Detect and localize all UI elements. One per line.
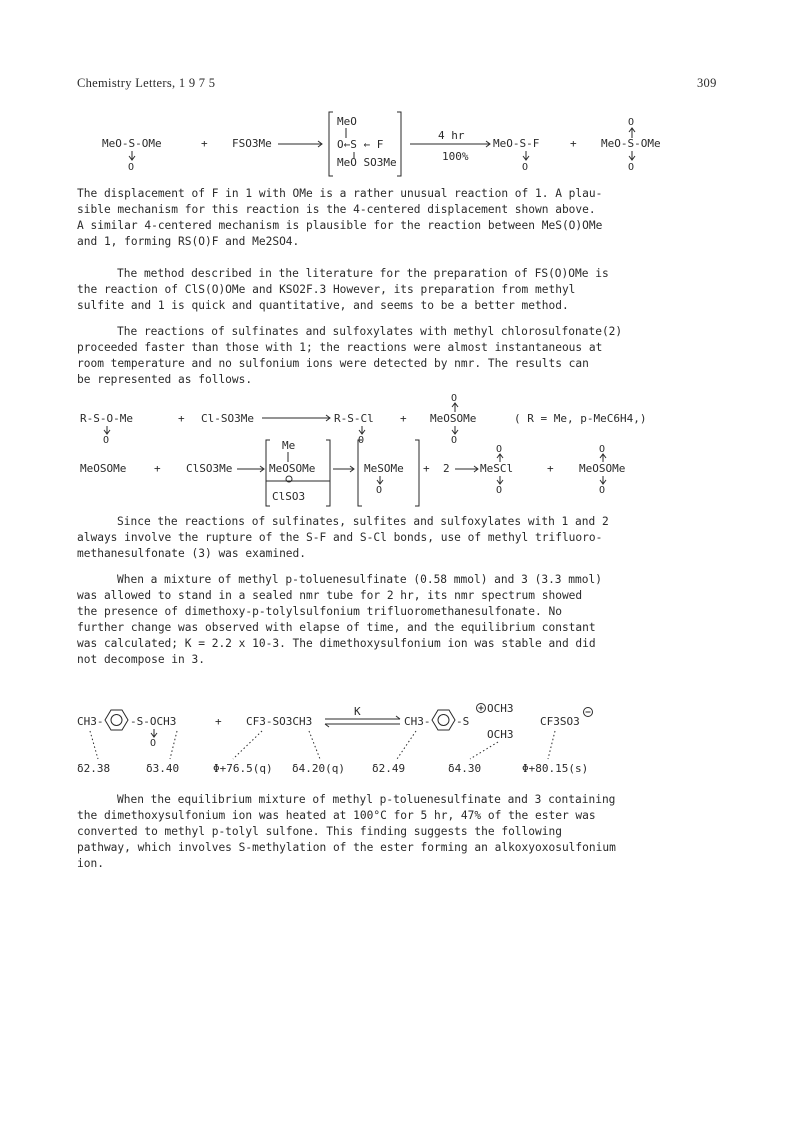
s2-plus-1: + — [178, 412, 185, 425]
s3-plus: + — [215, 715, 222, 728]
svg-text:O: O — [496, 485, 503, 496]
p1-line-1: The displacement of F in 1 with OMe is a rather unusual reaction of 1. A plau- — [77, 187, 603, 200]
s3-triflate-anion: CF3SO3 — [540, 715, 580, 728]
s1-product-2: MeO-S-OMe — [601, 137, 661, 150]
svg-text:O: O — [376, 485, 383, 496]
p4-line-2: always involve the rupture of the S-F and S-Cl bonds, use of methyl trifluoro- — [77, 531, 603, 545]
s3-methoxy-top: OCH3 — [487, 702, 514, 715]
s2-plus-3: + — [154, 462, 161, 475]
p1-line-3: A similar 4-centered mechanism is plausible for the reaction between MeS(O)OMe — [77, 219, 603, 233]
s2-sulfoxylate: MeOSOMe — [80, 462, 127, 475]
s3-shift-1: δ2.38 — [77, 762, 111, 775]
paragraph-6 — [77, 792, 717, 872]
p3-line-1: The reactions of sulfinates and sulfoxylates with methyl chlorosulfonate(2) — [117, 325, 623, 338]
s3-shift-3: Φ+76.5(q) — [213, 762, 273, 775]
s3-right-methyl: CH3- — [404, 715, 431, 728]
p2-line-1: The method described in the literature for the preparation of FS(O)OMe is — [117, 267, 609, 280]
s3-methyl-triflate: CF3-SO3CH3 — [246, 715, 313, 728]
s1-condition-time: 4 hr — [438, 129, 465, 142]
s2-plus-2: + — [400, 412, 407, 425]
s3-left-methyl: CH3- — [77, 715, 104, 728]
svg-text:O: O — [103, 435, 110, 446]
s1-product-1: MeO-S-F — [493, 137, 540, 150]
s2-plus-5: + — [547, 462, 554, 475]
p6-line-4: pathway, which involves S-methylation of the ester forming an alkoxyoxosulfonium — [77, 841, 616, 855]
s1-reactant: MeO-S-OMe — [102, 137, 162, 150]
scheme-2 — [0, 392, 793, 512]
p2-line-3: sulfite and 1 is quick and quantitative, and seems to be a better method. — [77, 299, 569, 313]
s1-ts-mid: O←S ← F — [337, 138, 384, 151]
p4-line-3: methanesulfonate (3) was examined. — [77, 547, 307, 561]
svg-text:O: O — [628, 117, 635, 128]
s2-chlorosulfonate: Cl-SO3Me — [201, 412, 254, 425]
s3-shift-6: δ4.30 — [448, 762, 482, 775]
s1-plus-1: + — [201, 137, 208, 150]
svg-text:O: O — [128, 162, 135, 173]
s3-shift-2: δ3.40 — [146, 762, 180, 775]
paragraph-2 — [77, 266, 717, 314]
s3-methoxy-bottom: OCH3 — [487, 728, 514, 741]
s2-reagent-2: ClSO3Me — [186, 462, 233, 475]
s1-condition-yield: 100% — [442, 150, 469, 163]
paragraph-5 — [77, 572, 717, 669]
s2-int1-top: Me — [282, 439, 296, 452]
s3-left-sulfinate: -S-OCH3 — [130, 715, 177, 728]
s2-r-definition: ( R = Me, p-MeC6H4,) — [514, 412, 647, 425]
svg-text:O: O — [451, 393, 458, 404]
p3-line-2: proceeded faster than those with 1; the reactions were almost instantaneous at — [77, 341, 603, 355]
s2-sulfinate: R-S-O-Me — [80, 412, 133, 425]
svg-text:O: O — [150, 738, 157, 749]
svg-text:O: O — [628, 162, 635, 173]
scheme-2-drawing — [0, 392, 793, 512]
paragraph-3 — [77, 324, 717, 388]
p5-line-2: was allowed to stand in a sealed nmr tube for 2 hr, its nmr spectrum showed — [77, 589, 583, 603]
benzene-ring-icon-2 — [432, 710, 455, 730]
s2-product-ester-2: MeOSOMe — [579, 462, 626, 475]
svg-text:O: O — [496, 444, 503, 455]
p5-line-6: not decompose in 3. — [77, 653, 205, 667]
svg-text:O: O — [599, 485, 606, 496]
s1-reagent: FSO3Me — [232, 137, 272, 150]
svg-text:O: O — [522, 162, 529, 173]
s1-ts-bot: MeO SO3Me — [337, 156, 397, 169]
p5-line-5: was calculated; K = 2.2 x 10-3. The dimethoxysulfonium ion was stable and did — [77, 637, 596, 651]
scheme-3-drawing — [0, 698, 793, 782]
s1-ts-top: MeO — [337, 115, 357, 128]
s2-compound-2: 2 — [443, 462, 450, 475]
p6-line-2: the dimethoxysulfonium ion was heated at 100°C for 5 hr, 47% of the ester was — [77, 809, 596, 823]
running-header: Chemistry Letters, 1 9 7 5 — [77, 76, 216, 90]
p6-line-1: When the equilibrium mixture of methyl p-toluenesulfinate and 3 containing — [117, 793, 616, 806]
scheme-1 — [0, 108, 793, 188]
s2-plus-4: + — [423, 462, 430, 475]
s2-product-ester: MeOSOMe — [430, 412, 477, 425]
s2-product-mescl: MeSCl — [480, 462, 514, 475]
s2-int1-mid: MeOSOMe — [269, 462, 316, 475]
scheme-1-drawing — [0, 108, 793, 188]
p6-line-5: ion. — [77, 857, 104, 871]
p4-line-1: Since the reactions of sulfinates, sulfites and sulfoxylates with 1 and 2 — [117, 515, 609, 528]
p1-line-4: and 1, forming RS(O)F and Me2SO4. — [77, 235, 300, 249]
svg-text:O: O — [599, 444, 606, 455]
s3-shift-7: Φ+80.15(s) — [522, 762, 589, 775]
p5-line-1: When a mixture of methyl p-toluenesulfinate (0.58 mmol) and 3 (3.3 mmol) — [117, 573, 602, 586]
s3-shift-4: δ4.20(q) — [292, 762, 345, 775]
s2-int1-anion: ClSO3 — [272, 490, 306, 503]
s3-right-sulfonium: -S — [456, 715, 470, 728]
paragraph-4 — [77, 514, 717, 562]
s3-equilibrium-k: K — [354, 705, 361, 718]
s3-shift-5: δ2.49 — [372, 762, 406, 775]
scheme-3 — [0, 698, 793, 782]
p5-line-3: the presence of dimethoxy-p-tolylsulfonium trifluoromethanesulfonate. No — [77, 605, 562, 619]
p3-line-3: room temperature and no sulfonium ions were detected by nmr. The results can — [77, 357, 589, 371]
svg-text:O: O — [358, 435, 365, 446]
p1-line-2: sible mechanism for this reaction is the 4-centered displacement shown above. — [77, 203, 596, 217]
p2-line-2: the reaction of ClS(O)OMe and KSO2F.3 However, its preparation from methyl — [77, 283, 576, 297]
p3-line-4: be represented as follows. — [77, 373, 253, 387]
s2-product-rscl: R-S-Cl — [334, 412, 374, 425]
p5-line-4: further change was observed with elapse of time, and the equilibrium constant — [77, 621, 596, 635]
svg-text:O: O — [451, 435, 458, 446]
p6-line-3: converted to methyl p-tolyl sulfone. This finding suggests the following — [77, 825, 562, 839]
s2-int2: MeSOMe — [364, 462, 404, 475]
s1-plus-2: + — [570, 137, 577, 150]
page-number: 309 — [697, 76, 717, 90]
benzene-ring-icon — [105, 710, 128, 730]
paragraph-1 — [77, 186, 717, 250]
